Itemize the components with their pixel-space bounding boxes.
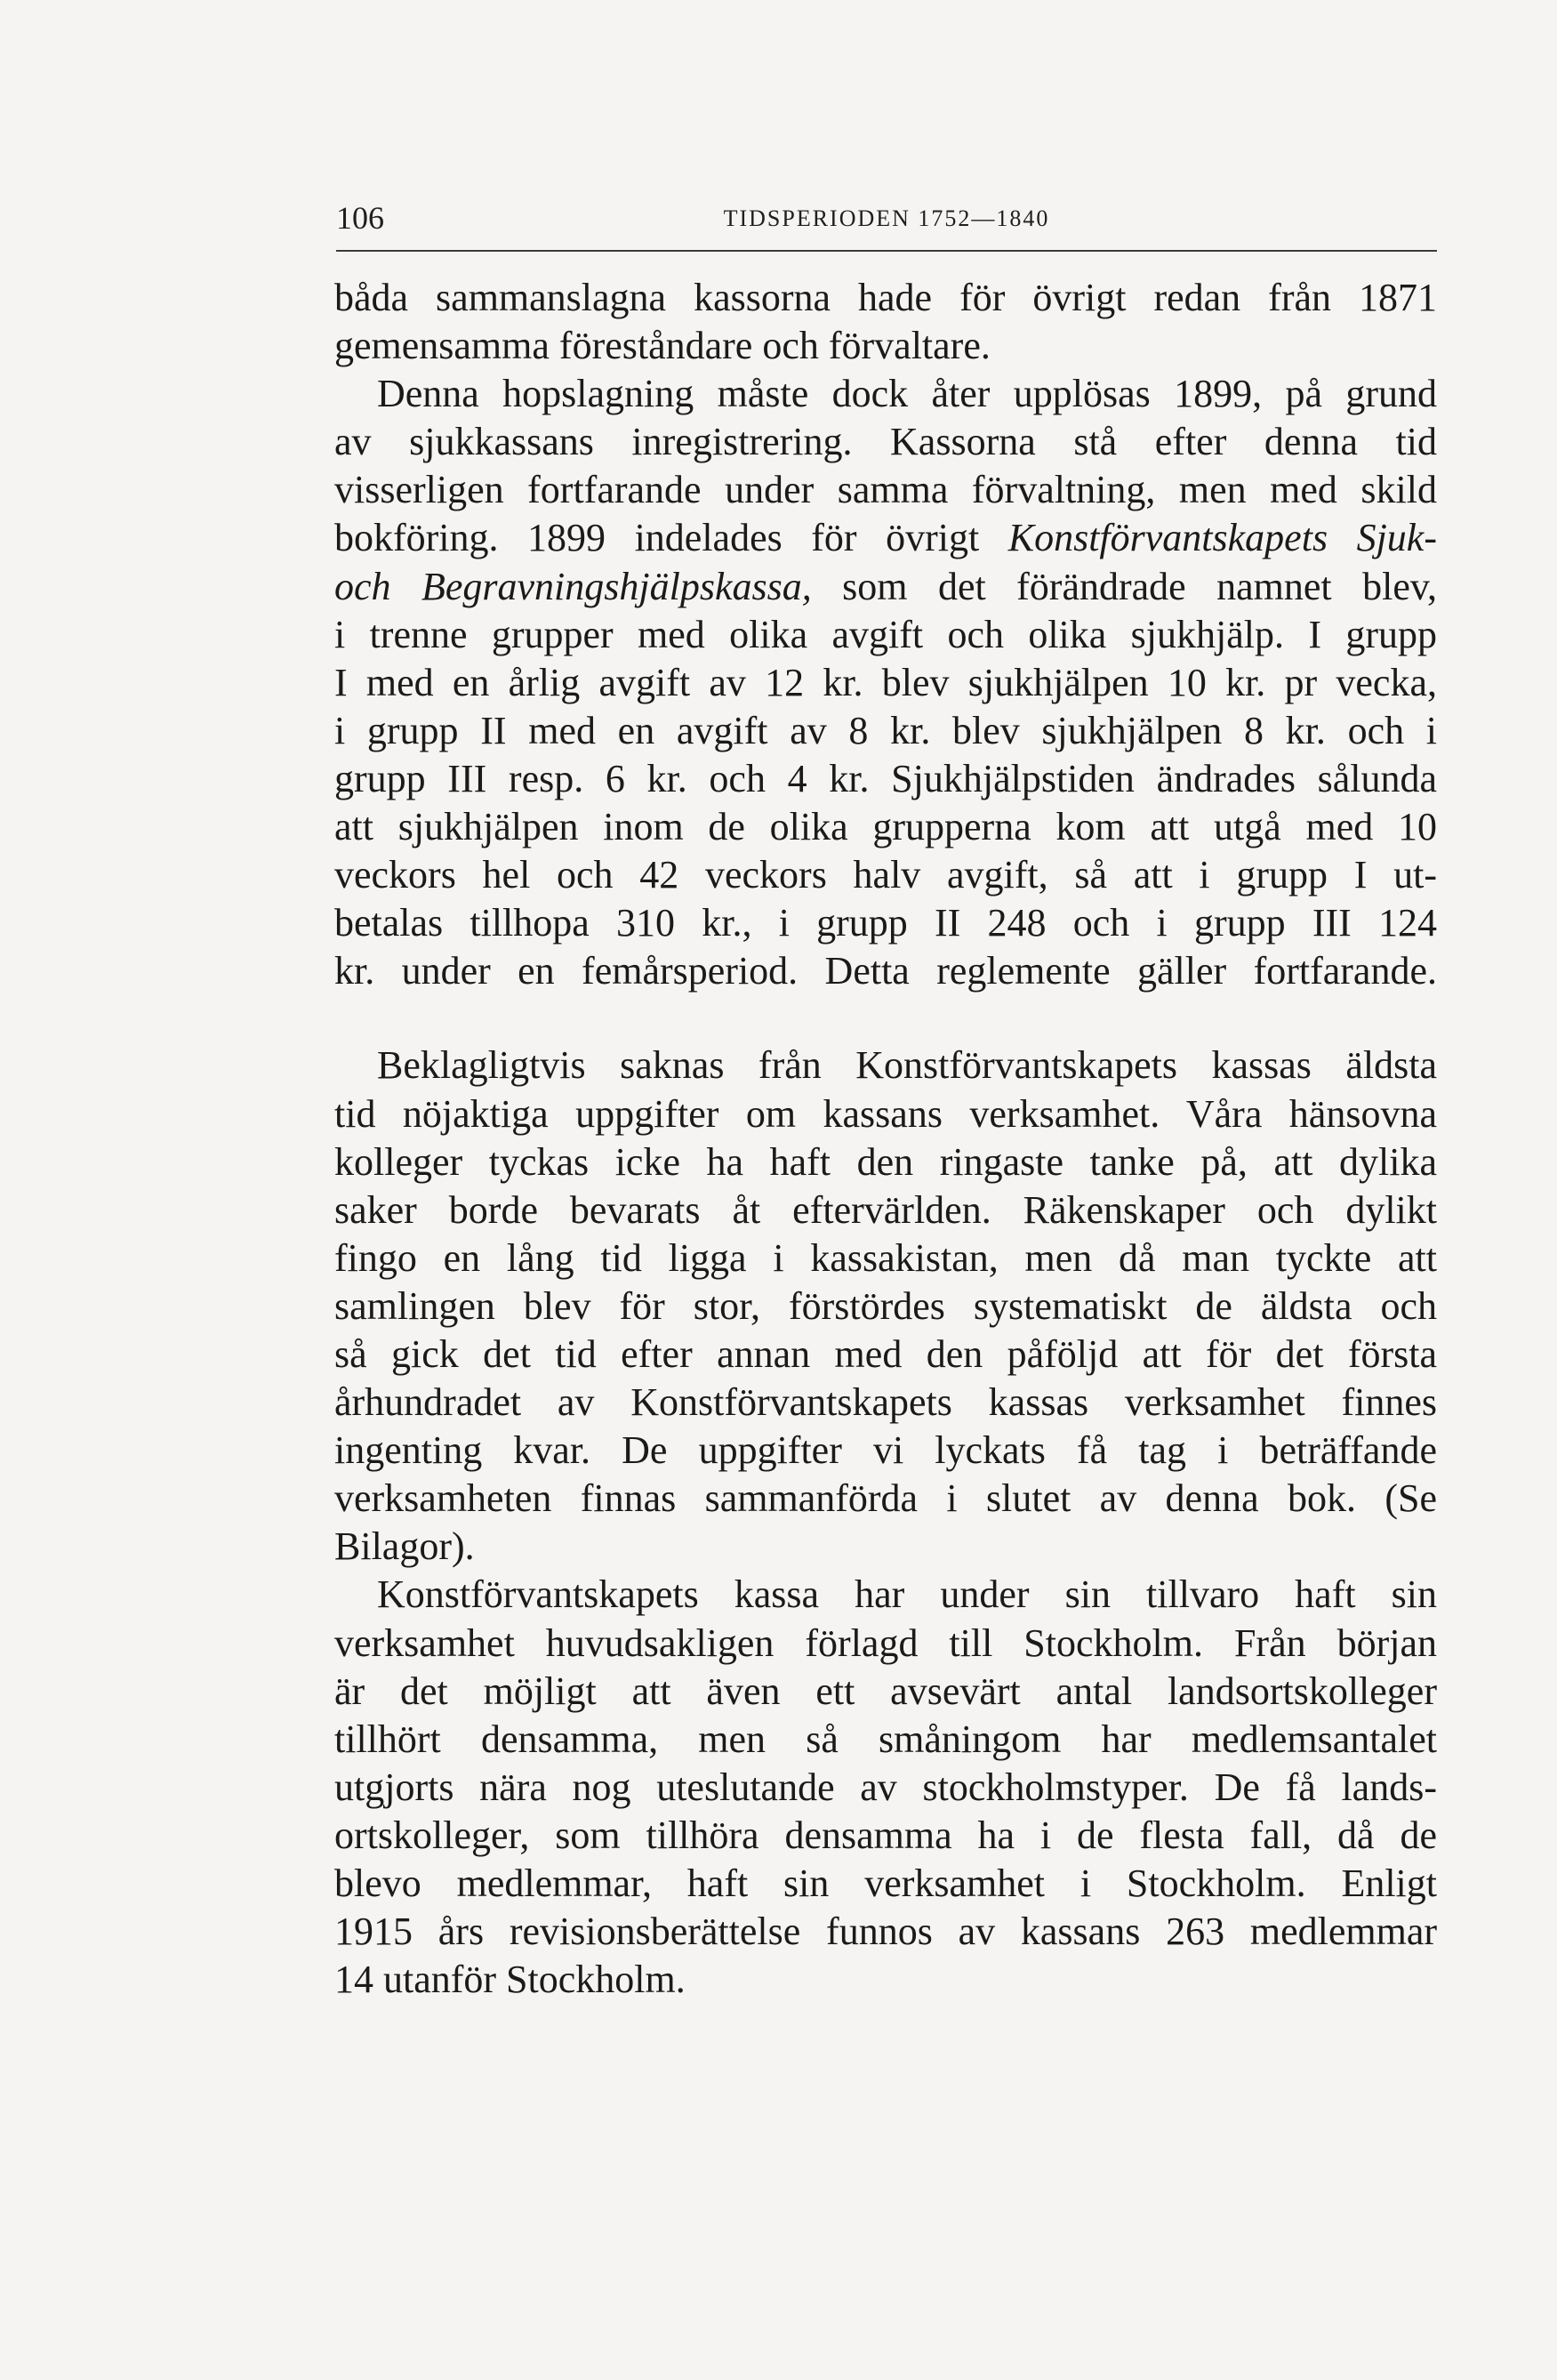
text-line: i trenne grupper med olika avgift och olika sjukhjälp. I grupp [334,612,1437,656]
text-line: tid nöjaktiga uppgifter om kassans verksamhet. Våra hänsovna [334,1091,1437,1136]
text-line: Konstförvantskapets kassa har under sin tillvaro haft sin [377,1572,1437,1617]
text-line: 1915 års revisionsberättelse funnos av kassans 263 medlemmar [334,1910,1437,1954]
text-line: ortskolleger, som tillhöra densamma ha i de flesta fall, då de [334,1813,1437,1857]
text-run: bokföring. 1899 indelades för övrigt [334,516,1008,560]
page-number: 106 [336,200,384,236]
text-line: fingo en lång tid ligga i kassakistan, men då man tyckte att [334,1235,1437,1280]
text-line: ingenting kvar. De uppgifter vi lyckats få tag i beträffande [334,1428,1437,1473]
text-line: av sjukkassans inregistrering. Kassorna stå efter denna tid [334,420,1437,464]
text-line: Bilagor). [334,1524,475,1569]
body-text [334,274,1437,2004]
running-head [336,200,1437,252]
text-line: gemensamma föreståndare och förvaltare. [334,324,991,368]
text-line: 14 utanför Stockholm. [334,1958,686,2002]
text-line: samlingen blev för stor, förstördes systematiskt de äldsta och [334,1283,1437,1328]
text-line: kr. under en femårsperiod. Detta reglemente gäller fortfarande. [334,949,1437,993]
running-title: TIDSPERIODEN 1752—1840 [723,205,1050,231]
text-line: kolleger tyckas icke ha haft den ringaste tanke på, att dylika [334,1139,1437,1184]
paragraph-2 [334,370,1437,995]
paragraph-4 [334,1571,1437,2004]
text-line: Denna hopslagning måste dock åter upplösas 1899, på grund [377,372,1437,416]
text-line: betalas tillhopa 310 kr., i grupp II 248 och i grupp III 124 [334,901,1437,945]
text-line: i grupp II med en avgift av 8 kr. blev sjukhjälpen 8 kr. och i [334,708,1437,752]
paragraph-1 [334,274,1437,370]
text-run: som det förändrade namnet blev, [811,564,1437,608]
paragraph-3 [334,1041,1437,1571]
text-line: båda sammanslagna kassorna hade för övrigt redan från 1871 [334,276,1437,319]
text-line: utgjorts nära nog uteslutande av stockholmstyper. De få lands- [334,1765,1437,1809]
text-line: verksamheten finnas sammanförda i slutet av denna bok. (Se [334,1476,1437,1521]
text-line: saker borde bevarats åt eftervärlden. Räkenskaper och dylikt [334,1187,1437,1232]
text-line: århundradet av Konstförvantskapets kassas verksamhet finnes [334,1380,1437,1425]
text-line: grupp III resp. 6 kr. och 4 kr. Sjukhjälpstiden ändrades sålunda [334,756,1437,800]
italic-title-part: och Begravningshjälpskassa, [334,564,812,608]
text-line: så gick det tid efter annan med den påföljd att för det första [334,1331,1437,1376]
text-line: är det möjligt att även ett avsevärt antal landsortskolleger [334,1668,1437,1713]
text-line: blevo medlemmar, haft sin verksamhet i Stockholm. Enligt [334,1861,1437,1905]
text-line: att sjukhjälpen inom de olika grupperna kom att utgå med 10 [334,805,1437,849]
text-line [334,514,1437,562]
text-line [334,563,1437,611]
italic-title-part: Konstförvantskapets Sjuk- [1007,516,1437,560]
text-line: verksamhet huvudsakligen förlagd till Stockholm. Från början [334,1620,1437,1665]
text-line: veckors hel och 42 veckors halv avgift, så att i grupp I ut- [334,853,1437,897]
text-line: I med en årlig avgift av 12 kr. blev sjukhjälpen 10 kr. pr vecka, [334,660,1437,704]
text-line: tillhört densamma, men så småningom har medlemsantalet [334,1717,1437,1761]
text-line: Beklagligtvis saknas från Konstförvantskapets kassas äldsta [377,1043,1437,1088]
text-line: visserligen fortfarande under samma förvaltning, men med skild [334,468,1437,512]
